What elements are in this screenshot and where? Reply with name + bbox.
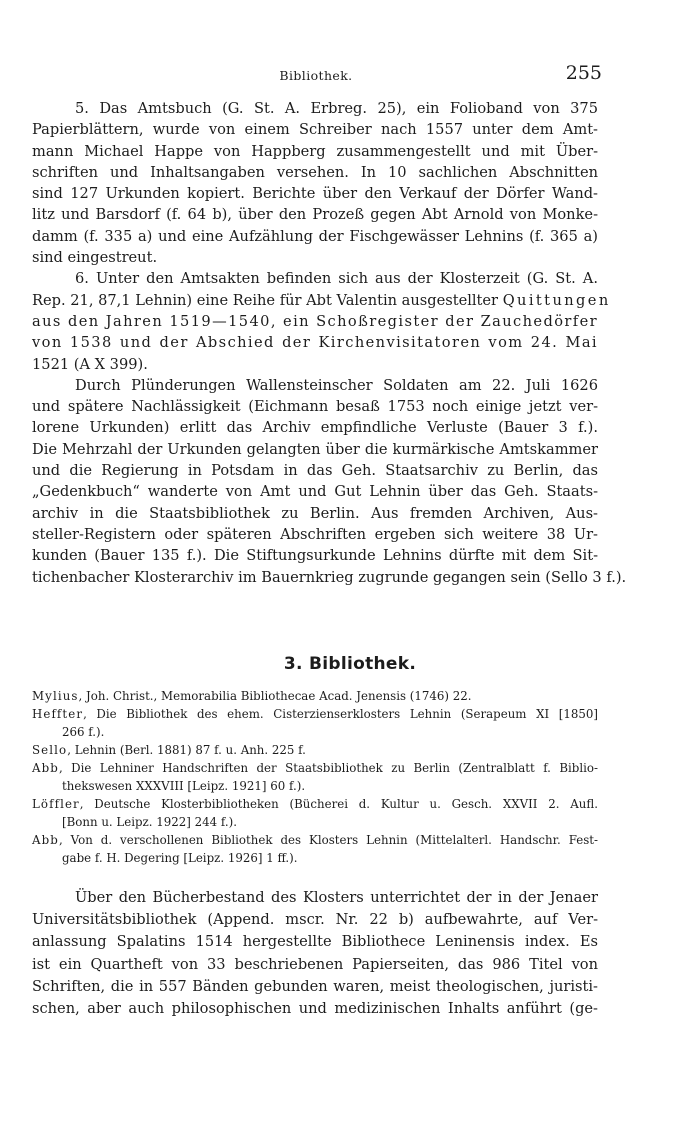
reference-text: , Joh. Christ., Memorabilia Bibliothecae Acad. Jenensis (1746) 22. — [78, 689, 472, 703]
bibliography-entry — [32, 741, 598, 759]
reference-continuation: gabe f. H. Degering [Leipz. 1926] 1 ff.). — [62, 851, 298, 865]
text-line: tichenbacher Klosterarchiv im Bauernkrieg zugrunde gegangen sein (Sello 3 f.). — [32, 568, 627, 586]
text-line: Durch Plünderungen Wallensteinscher Soldaten am 22. Juli 1626 — [75, 376, 598, 394]
running-title: Bibliothek. — [279, 68, 353, 83]
text-line: aus den Jahren 1519—1540, ein Schoßregister der Zauchedörfer — [32, 312, 598, 330]
text-line: Universitätsbibliothek (Append. mscr. Nr. 22 b) aufbewahrte, auf Ver- — [32, 911, 598, 929]
text-line: litz und Barsdorf (f. 64 b), über den Prozeß gegen Abt Arnold von Monke- — [32, 206, 598, 224]
text-line: ist ein Quartheft von 33 beschriebenen Papierseiten, das 986 Titel von — [32, 955, 598, 973]
text-line: kunden (Bauer 135 f.). Die Stiftungsurkunde Lehnins dürfte mit dem Sit- — [32, 547, 598, 565]
text-line: lorene Urkunden) erlitt das Archiv empfindliche Verluste (Bauer 3 f.). — [32, 419, 598, 437]
text-line: 6. Unter den Amtsakten befinden sich aus der Klosterzeit (G. St. A. — [75, 270, 598, 288]
reference-author: Abb — [32, 761, 59, 775]
body-text — [32, 98, 627, 588]
bibliography-entry — [32, 705, 598, 723]
reference-author: Abb — [32, 833, 59, 847]
text-line: Die Mehrzahl der Urkunden gelangten über die kurmärkische Amtskammer — [32, 440, 598, 458]
reference-author: Sello — [32, 743, 68, 757]
text-line: 5. Das Amtsbuch (G. St. A. Erbreg. 25), ein Folioband von 375 — [75, 100, 598, 117]
text-line: Über den Bücherbestand des Klosters unterrichtet der in der Jenaer — [75, 889, 598, 906]
text-line — [32, 290, 611, 311]
reference-author: Löffler — [32, 797, 80, 811]
bibliography-entry — [32, 831, 598, 849]
reference-text: , Die Bibliothek des ehem. Cisterzienserklosters Lehnin (Serapeum XI [1850] — [83, 707, 598, 721]
text-line: archiv in die Staatsbibliothek zu Berlin. Aus fremden Archiven, Aus- — [32, 504, 598, 522]
reference-continuation: 266 f.). — [62, 725, 105, 739]
page-header — [32, 62, 600, 88]
text-line: mann Michael Happe von Happberg zusammengestellt und mit Über- — [32, 142, 598, 160]
text-line: schen, aber auch philosophischen und medizinischen Inhalts anführt (ge- — [32, 999, 598, 1017]
reference-author: Heffter — [32, 707, 84, 721]
text-line: und die Regierung in Potsdam in das Geh. Staatsarchiv zu Berlin, das — [32, 462, 598, 480]
bibliography-entry — [32, 687, 598, 705]
text-line: sind 127 Urkunden kopiert. Berichte über den Verkauf der Dörfer Wand- — [32, 185, 598, 203]
bibliography-entry — [32, 795, 598, 813]
text-line: steller-Registern oder späteren Abschriften ergeben sich weitere 38 Ur- — [32, 525, 598, 543]
page-number: 255 — [565, 62, 602, 84]
text-line: damm (f. 335 a) und eine Aufzählung der Fischgewässer Lehnins (f. 365 a) — [32, 227, 598, 245]
spaced-term: Quittungen — [502, 291, 611, 309]
reference-text: , Deutsche Klosterbibliotheken (Bücherei d. Kultur u. Gesch. XXVII 2. Aufl. — [79, 797, 598, 811]
reference-text: , Lehnin (Berl. 1881) 87 f. u. Anh. 225 f. — [67, 743, 306, 757]
bibliography-entry — [32, 759, 598, 777]
reference-author: Mylius — [32, 689, 79, 703]
text-segment: Rep. 21, 87,1 Lehnin) eine Reihe für Abt Valentin ausgestellter — [32, 291, 499, 309]
text-line: sind eingestreut. — [32, 249, 158, 267]
reference-text: , Die Lehniner Handschriften der Staatsbibliothek zu Berlin (Zentralblatt f. Biblio- — [58, 761, 598, 775]
bibliography-list — [32, 687, 598, 867]
text-line: von 1538 und der Abschied der Kirchenvisitatoren vom 24. Mai — [32, 334, 598, 352]
section-heading: 3. Bibliothek. — [283, 654, 417, 674]
text-line: 1521 (A X 399). — [32, 355, 148, 373]
closing-paragraph — [32, 887, 598, 1020]
text-line: und spätere Nachlässigkeit (Eichmann besaß 1753 noch einige jetzt ver- — [32, 398, 598, 416]
text-line: Papierblättern, wurde von einem Schreiber nach 1557 unter dem Amt- — [32, 121, 598, 139]
text-line: anlassung Spalatins 1514 hergestellte Bibliothece Leninensis index. Es — [32, 933, 598, 951]
text-line: „Gedenkbuch“ wanderte von Amt und Gut Lehnin über das Geh. Staats- — [32, 483, 598, 501]
reference-continuation: [Bonn u. Leipz. 1922] 244 f.). — [62, 815, 237, 829]
text-line: schriften und Inhaltsangaben versehen. In 10 sachlichen Abschnitten — [32, 163, 598, 181]
text-line: Schriften, die in 557 Bänden gebunden waren, meist theologischen, juristi- — [32, 977, 598, 995]
reference-text: , Von d. verschollenen Bibliothek des Klosters Lehnin (Mittelalterl. Handschr. Fest- — [58, 833, 598, 847]
reference-continuation: thekswesen XXXVIII [Leipz. 1921] 60 f.). — [62, 779, 306, 793]
